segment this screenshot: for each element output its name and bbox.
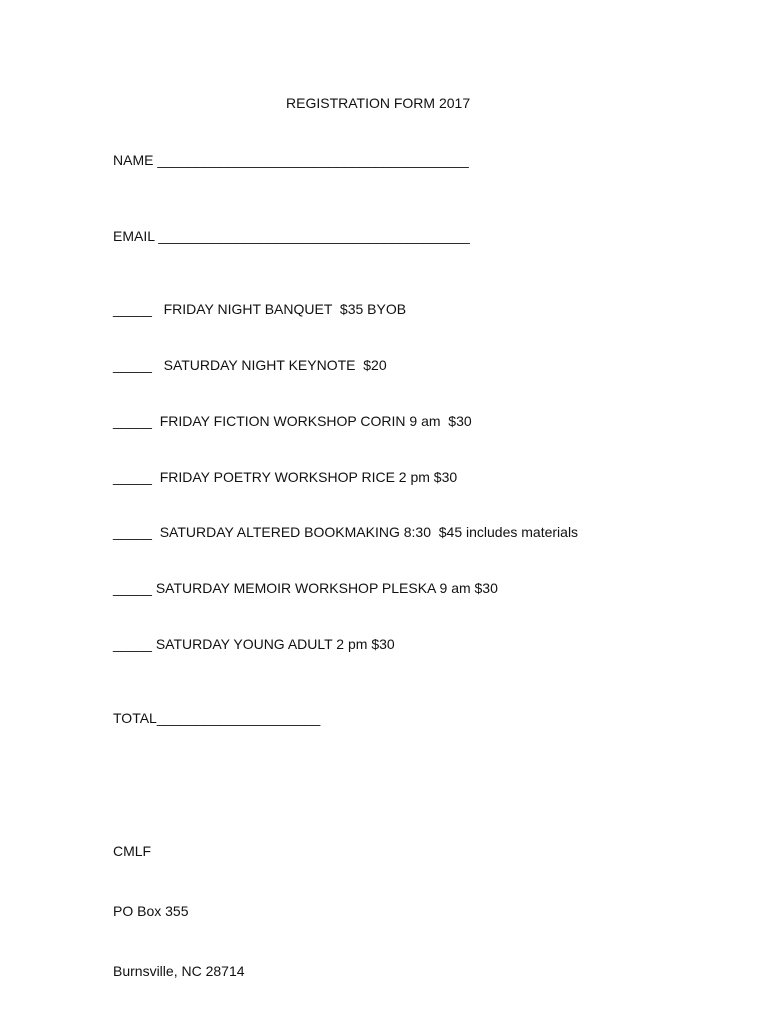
- option-saturday-memoir-workshop[interactable]: _____ SATURDAY MEMOIR WORKSHOP PLESKA 9 am $30: [113, 580, 498, 596]
- form-title: REGISTRATION FORM 2017: [286, 95, 471, 111]
- address-line-city: Burnsville, NC 28714: [113, 963, 245, 979]
- mailing-address: [113, 801, 245, 1001]
- option-saturday-altered-bookmaking[interactable]: _____ SATURDAY ALTERED BOOKMAKING 8:30 $45 includes materials: [113, 524, 579, 540]
- name-field[interactable]: NAME ________________________________________: [113, 152, 469, 168]
- total-field[interactable]: TOTAL_____________________: [113, 710, 321, 726]
- option-friday-fiction-workshop[interactable]: _____ FRIDAY FICTION WORKSHOP CORIN 9 am $30: [113, 413, 472, 429]
- option-friday-night-banquet[interactable]: _____ FRIDAY NIGHT BANQUET $35 BYOB: [113, 301, 407, 317]
- option-saturday-young-adult[interactable]: _____ SATURDAY YOUNG ADULT 2 pm $30: [113, 636, 395, 652]
- option-saturday-night-keynote[interactable]: _____ SATURDAY NIGHT KEYNOTE $20: [113, 357, 387, 373]
- email-field[interactable]: EMAIL ________________________________________: [113, 228, 470, 244]
- address-line-po-box: PO Box 355: [113, 903, 189, 919]
- option-friday-poetry-workshop[interactable]: _____ FRIDAY POETRY WORKSHOP RICE 2 pm $30: [113, 469, 458, 485]
- address-line-org: CMLF: [113, 843, 152, 859]
